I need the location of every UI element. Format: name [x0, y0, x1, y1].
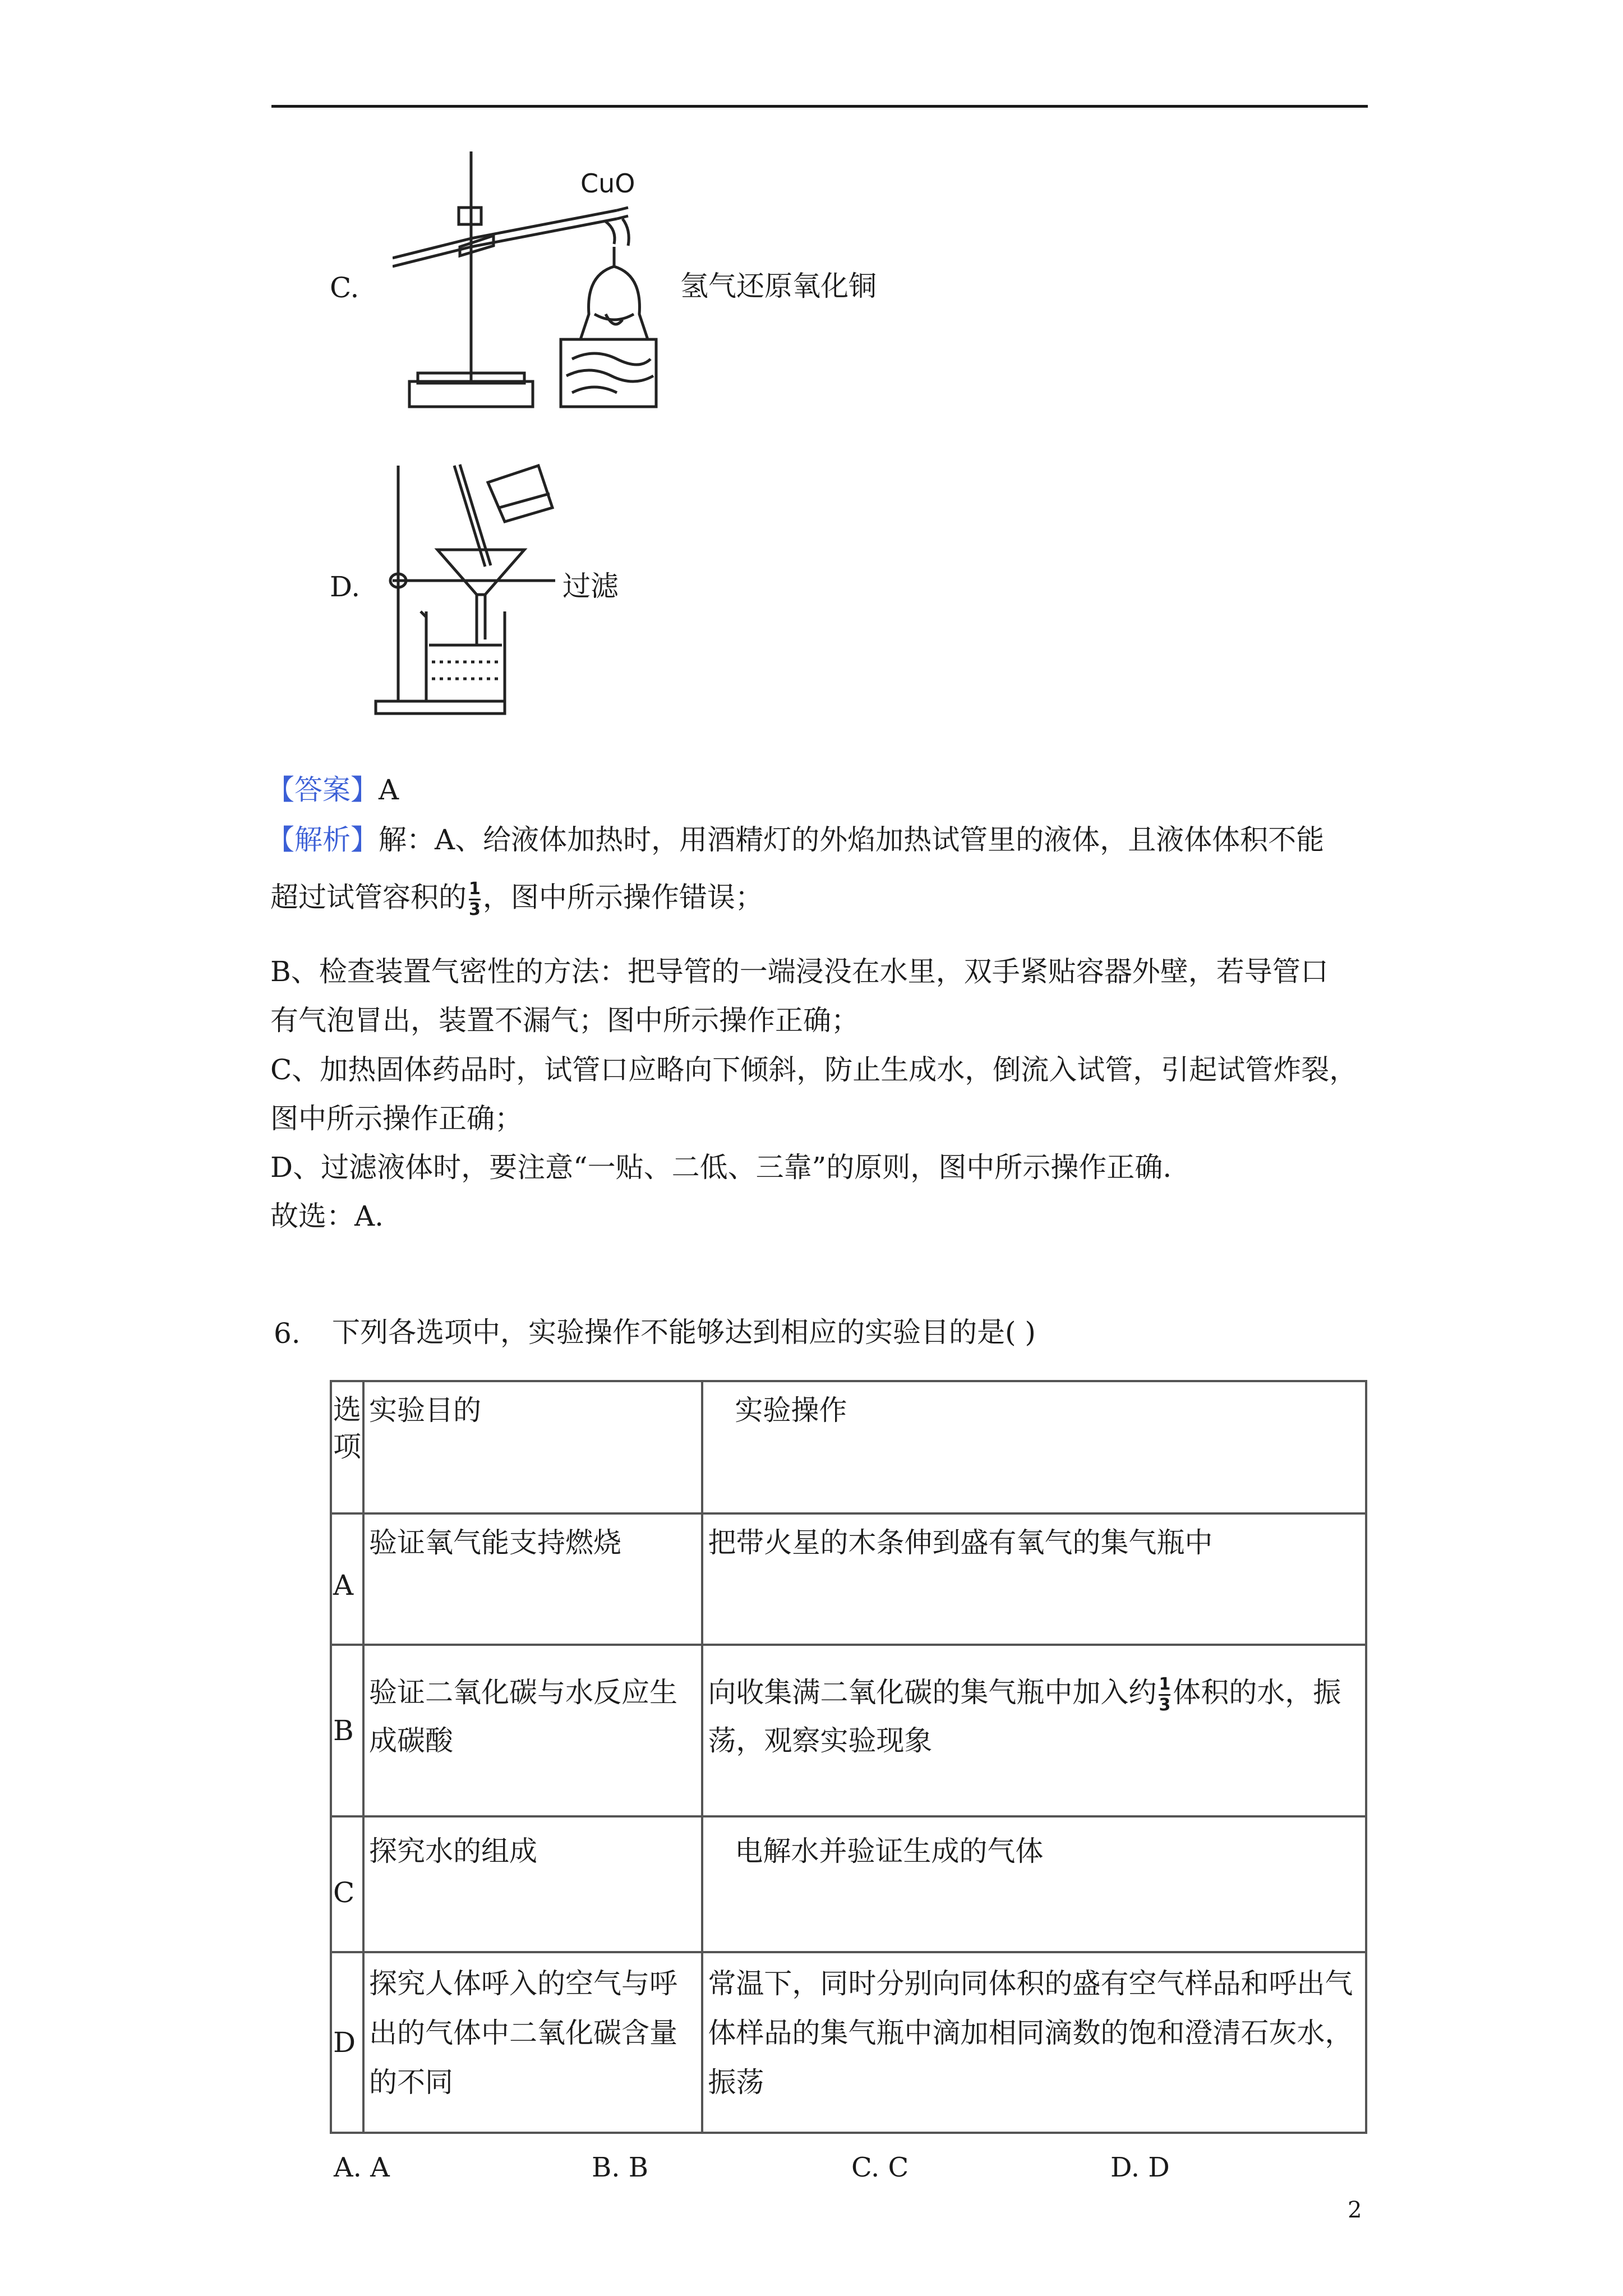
analysis-d-line: D、过滤液体时，要注意“一贴、二低、三靠”的原则，图中所示操作正确.: [270, 1151, 1172, 1184]
choice-a[interactable]: A. A: [334, 2152, 390, 2183]
choice-d[interactable]: D. D: [1110, 2152, 1170, 2183]
row-c-purpose: 探究水的组成: [363, 1816, 702, 1952]
question-6-number: 6.: [274, 1317, 301, 1350]
analysis-b-line-1: B、检查装置气密性的方法：把导管的一端浸没在水里，双手紧贴容器外壁，若导管口: [270, 955, 1329, 988]
figure-c-caption: 氢气还原氧化铜: [680, 270, 877, 302]
row-a-purpose: 验证氧气能支持燃烧: [363, 1513, 702, 1645]
header-option: 选项: [331, 1381, 363, 1513]
analysis-c-line-2: 图中所示操作正确；: [270, 1102, 523, 1135]
header-purpose: 实验目的: [363, 1381, 702, 1513]
analysis-c-line-1: C、加热固体药品时，试管口应略向下倾斜，防止生成水，倒流入试管，引起试管炸裂，: [270, 1053, 1358, 1086]
row-d-option: D: [331, 1952, 363, 2133]
table-row: [331, 1645, 1366, 1816]
analysis-line-2: [270, 881, 763, 918]
cuo-label: CuO: [580, 168, 635, 199]
analysis-line-1: [266, 823, 1325, 856]
analysis-b-line-2: 有气泡冒出，装置不漏气；图中所示操作正确；: [270, 1004, 859, 1037]
header-operation: 实验操作: [702, 1381, 1366, 1513]
analysis-text-1: 解：A、给液体加热时，用酒精灯的外焰加热试管里的液体，且液体体积不能: [379, 823, 1325, 856]
page-number: 2: [1348, 2197, 1362, 2223]
figure-c-option-label: C.: [330, 272, 359, 304]
row-c-operation: 电解水并验证生成的气体: [702, 1816, 1366, 1952]
row-a-option: A: [331, 1513, 363, 1645]
answer-value: A: [379, 774, 399, 806]
choice-c[interactable]: C. C: [851, 2152, 909, 2183]
question-6-table: [330, 1380, 1367, 2134]
figure-d-option-label: D.: [330, 570, 361, 603]
header-rule: [271, 105, 1368, 108]
one-third-fraction: $\frac{1}{3}$: [1159, 1674, 1171, 1715]
analysis-text-2a: 超过试管容积的: [270, 881, 467, 914]
row-c-option: C: [331, 1816, 363, 1952]
answer-line: [266, 776, 399, 804]
row-a-operation: 把带火星的木条伸到盛有氧气的集气瓶中: [702, 1513, 1366, 1645]
row-d-purpose: 探究人体呼入的空气与呼 出的气体中二氧化碳含量 的不同: [363, 1952, 702, 2133]
table-header-row: [331, 1381, 1366, 1513]
answer-tag: 【答案】: [266, 774, 379, 806]
figure-d-caption: 过滤: [562, 570, 619, 602]
table-row: [331, 1952, 1366, 2133]
row-d-operation: 常温下，同时分别向同体积的盛有空气样品和呼出气 体样品的集气瓶中滴加相同滴数的饱和澄清石灰水， 振荡: [702, 1952, 1366, 2133]
analysis-tag: 【解析】: [266, 823, 379, 856]
filtration-apparatus-diagram: [370, 454, 578, 718]
table-row: [331, 1816, 1366, 1952]
row-b-operation: 向收集满二氧化碳的集气瓶中加入约 $\frac{1}{3}$ 体积的水，振 荡，观察实验现象: [702, 1645, 1366, 1816]
choice-b[interactable]: B. B: [592, 2152, 649, 2183]
one-third-fraction: $\frac{1}{3}$: [469, 879, 481, 919]
row-b-option: B: [331, 1645, 363, 1816]
analysis-text-2b: ，图中所示操作错误；: [482, 881, 763, 914]
row-b-purpose: 验证二氧化碳与水反应生 成碳酸: [363, 1645, 702, 1816]
question-6-stem: 下列各选项中，实验操作不能够达到相应的实验目的是( ): [332, 1316, 1036, 1349]
analysis-conclusion: 故选：A.: [270, 1200, 384, 1232]
table-row: [331, 1513, 1366, 1645]
